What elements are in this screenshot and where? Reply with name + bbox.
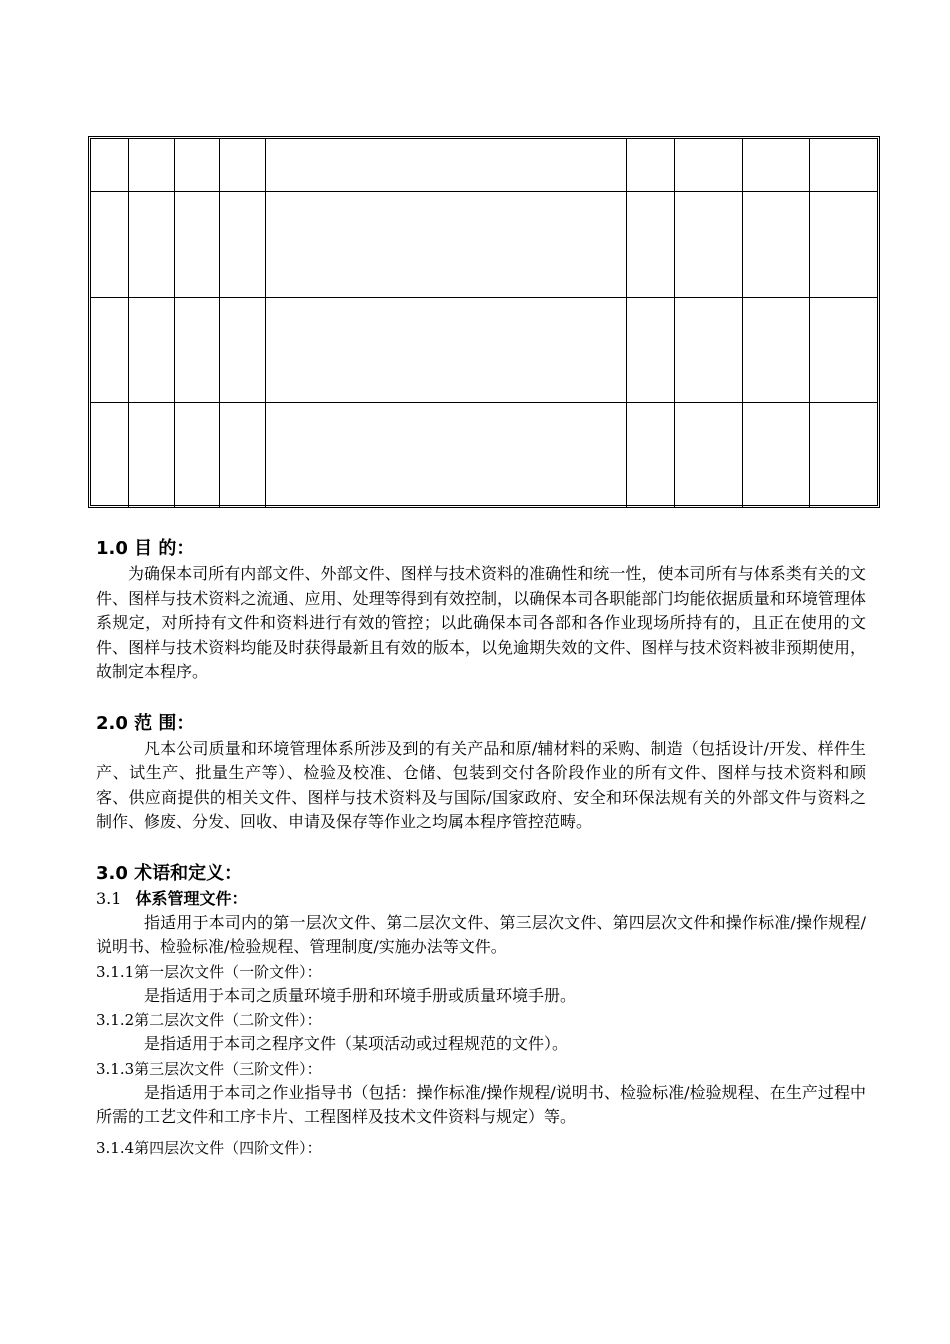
list-item-label: 3.1.3第三层次文件（三阶文件）：	[96, 1059, 322, 1078]
section-heading-terms: 3.0 术语和定义：	[96, 862, 243, 884]
section-heading-purpose: 1.0 目 的：	[96, 538, 195, 559]
list-item-label: 3.1.2第二层次文件（二阶文件）：	[96, 1011, 322, 1029]
list-item-label: 3.1.1第一层次文件（一阶文件）：	[96, 962, 322, 981]
list-item-body: 是指适用于本司之质量环境手册和环境手册或质量环境手册。	[144, 985, 577, 1005]
section-body-purpose: 为确保本司所有内部文件、外部文件、图样与技术资料的准确性和统一性，使本司所有与体系类有关的文件、图样与技术资料之流通、应用、处理等得到有效控制，以确保本司各职能部门均能依据质量和环境管理体系规定，对所持有文件和资料进行有效的管控；以此确保本司各部和各作业现场所持有的，且正在使用的文件、图样与技术资料均能及时获得最新且有效的版本，以免逾期失效的文件、图样与技术资料被非预期使用，故制定本程序。	[96, 564, 866, 681]
list-item-label: 3.1.4第四层次文件（四阶文件）：	[96, 1138, 322, 1157]
table-row	[91, 139, 877, 191]
subsection-heading-3-1	[96, 887, 866, 911]
revision-table	[88, 136, 880, 508]
subsection-title: 体系管理文件：	[135, 888, 248, 908]
document-body	[96, 536, 866, 1160]
subsection-body-3-1: 指适用于本司内的第一层次文件、第二层次文件、第三层次文件、第四层次文件和操作标准/操作规程/说明书、检验标准/检验规程、管理制度/实施办法等文件。	[96, 912, 866, 956]
section-body-scope: 凡本公司质量和环境管理体系所涉及到的有关产品和原/辅材料的采购、制造（包括设计/开发、样件生产、试生产、批量生产等）、检验及校准、仓储、包装到交付各阶段作业的所有文件、图样与技术资料和顾客、供应商提供的相关文件、图样与技术资料及与国际/国家政府、安全和环保法规有关的外部文件与资料之制作、修废、分发、回收、申请及保存等作业之均属本程序管控范畴。	[96, 738, 866, 831]
table-row	[91, 402, 877, 507]
table-row	[91, 191, 877, 297]
section-heading-scope: 2.0 范 围：	[96, 712, 195, 734]
subsection-number: 3.1	[96, 888, 122, 908]
list-item-body: 是指适用于本司之程序文件（某项活动或过程规范的文件）。	[144, 1034, 569, 1053]
list-item-body: 是指适用于本司之作业指导书（包括：操作标准/操作规程/说明书、检验标准/检验规程、在生产过程中所需的工艺文件和工序卡片、工程图样及技术文件资料与规定）等。	[96, 1082, 866, 1126]
table-row	[91, 297, 877, 402]
